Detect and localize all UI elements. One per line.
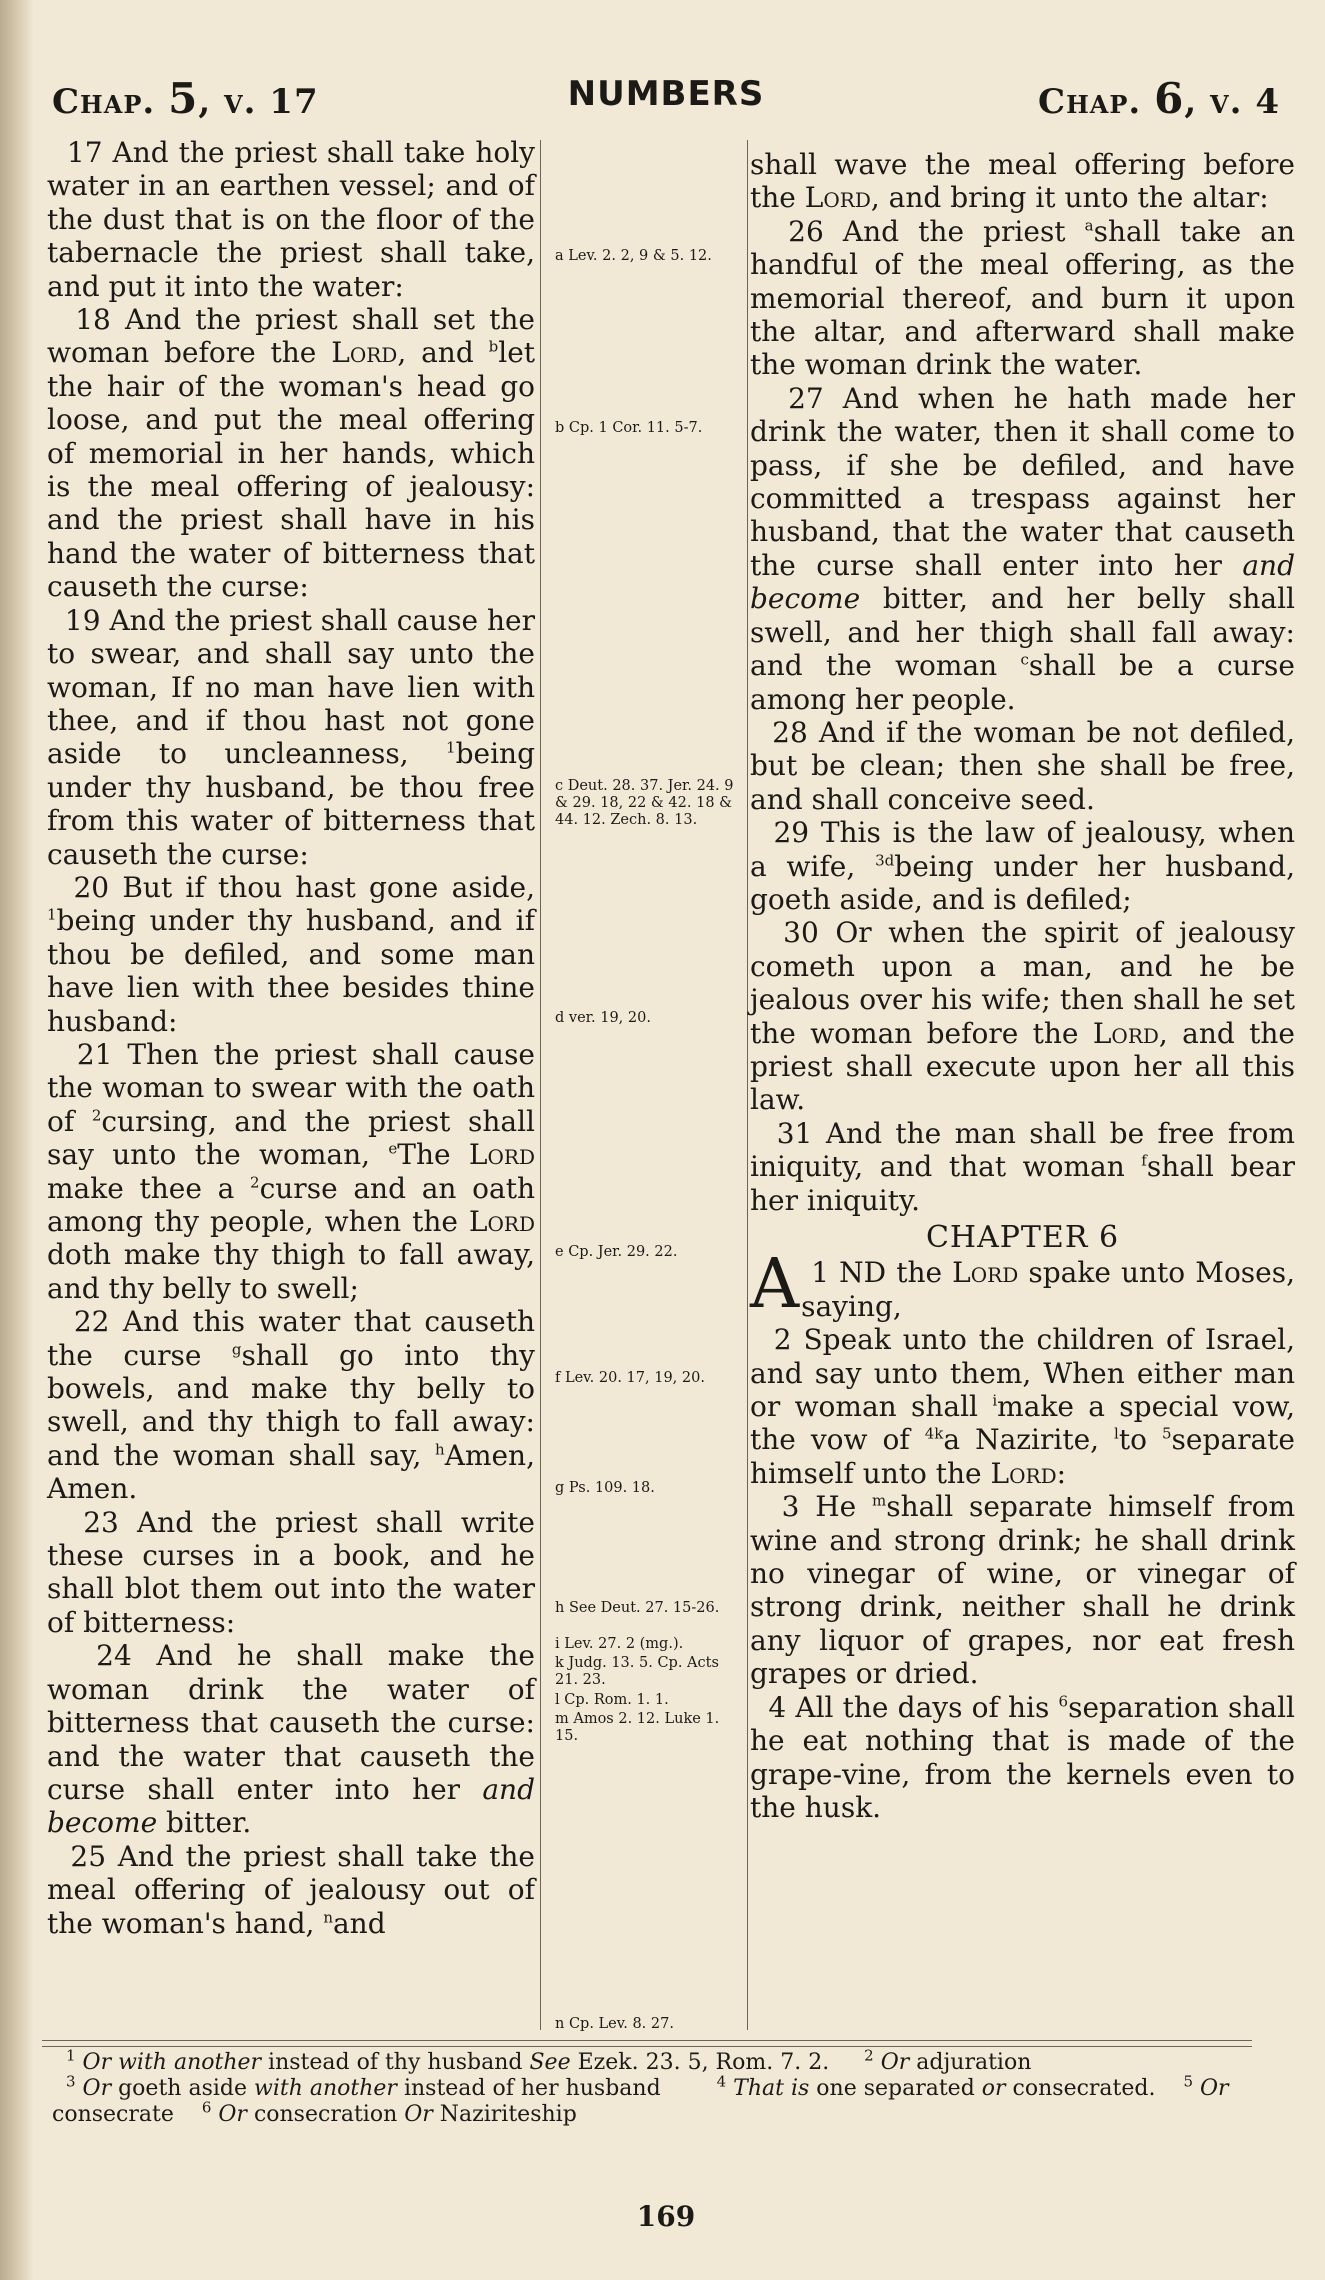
- verse-number: 18: [75, 303, 111, 337]
- page-number: 169: [636, 2200, 696, 2233]
- header-left-chapter: 5: [168, 74, 199, 123]
- verse-number: 2: [773, 1323, 792, 1357]
- verse-20: 20 But if thou hast gone aside, $^1$being under thy husband, and if thou be defiled, and some man have lien with thee besides thine husband:: [47, 870, 535, 1038]
- page-edge-shadow: [0, 0, 34, 2280]
- verse-number: 23: [83, 1505, 119, 1539]
- cross-reference-i: i Lev. 27. 2 (mg.).: [555, 1636, 684, 1652]
- header-left-prefix: Chap.: [52, 82, 156, 122]
- verse-26: 26 And the priest $^a$shall take an handful of the meal offering, as the memorial thereof, and burn it upon the altar, and afterward shall make the woman drink the water.: [750, 214, 1295, 382]
- verse-number: 31: [776, 1116, 813, 1150]
- verse-number: 22: [73, 1305, 110, 1339]
- footnote-line-2: $^3$ Or goeth aside with another instead of her husband $^4$ That is one separated or consecrated. $^5$ Or consecrate $^6$ Or consecration Or Naziriteship: [52, 2072, 1229, 2127]
- reference-mark: n: [323, 1908, 333, 1927]
- cross-reference-h: h See Deut. 27. 15-26.: [555, 1600, 720, 1616]
- verse-number: 17: [66, 136, 103, 169]
- verse-number: 1: [811, 1256, 830, 1290]
- verse-number: 26: [788, 214, 824, 248]
- reference-mark: f: [1141, 1151, 1147, 1170]
- reference-mark: m: [871, 1491, 887, 1510]
- cross-reference-a: a Lev. 2. 2, 9 & 5. 12.: [555, 248, 712, 264]
- reference-mark: h: [435, 1440, 445, 1459]
- header-left-verse: v. 17: [224, 82, 319, 122]
- verse-17: 17 And the priest shall take holy water in an earthen vessel; and of the dust that is on the floor of the tabernacle the priest shall take, and put it into the water:: [47, 136, 535, 303]
- verse-23: 23 And the priest shall write these curses in a book, and he shall blot them out into the water of bitterness:: [47, 1505, 535, 1639]
- cross-reference-d: d ver. 19, 20.: [555, 1010, 651, 1026]
- chapter-6-verse-3: 3 He $^m$shall separate himself from wine and strong drink; he shall drink no vinegar of wine, or vinegar of strong drink, neither shall he drink any liquor of grapes, nor eat fresh grapes or dried.: [750, 1490, 1295, 1691]
- verse-number: 30: [783, 916, 819, 950]
- verse-24: 24 And he shall make the woman drink the water of bitterness that causeth the curse: and the water that causeth the curse shall enter into her and become bitter.: [47, 1639, 535, 1840]
- verse-22: 22 And this water that causeth the curse $^g$shall go into thy bowels, and make thy belly to swell, and thy thigh to fall away: and the woman shall say, $^h$Amen, Amen.: [47, 1305, 535, 1506]
- footnote-mark: 1: [47, 906, 57, 925]
- verse-number: 21: [76, 1037, 113, 1071]
- reference-mark: a: [1084, 216, 1094, 235]
- verse-21: 21 Then the priest shall cause the woman to swear with the oath of $^2$cursing, and the priest shall say unto the woman, $^e$The Lord make thee a $^2$curse and an oath among thy people, when the Lord doth make thy thigh to fall away, and thy belly to swell;: [47, 1037, 536, 1305]
- chapter-6-verse-1: 1 A ND the Lord spake unto Moses, saying,: [750, 1245, 1296, 1325]
- verse-31: 31 And the man shall be free from iniquity, and that woman $^f$shall bear her iniquity.: [750, 1116, 1295, 1217]
- header-right-prefix: Chap.: [1038, 82, 1142, 122]
- book-title: NUMBERS: [567, 74, 765, 114]
- verse-number: 3: [781, 1490, 800, 1524]
- verse-number: 29: [773, 816, 810, 850]
- verse-25-continued: shall wave the meal offering before the Lord, and bring it unto the altar:: [750, 148, 1295, 215]
- cross-reference-n: n Cp. Lev. 8. 27.: [555, 2016, 674, 2032]
- verse-number: 24: [96, 1639, 132, 1673]
- footnote-mark: 1: [446, 738, 456, 757]
- left-text-column: [47, 136, 535, 1940]
- verse-29: 29 This is the law of jealousy, when a wife, $^{3d}$being under her husband, goeth aside, and is defiled;: [750, 816, 1296, 916]
- footnote-mark: 6: [1058, 1692, 1069, 1711]
- reference-mark: i: [992, 1391, 998, 1410]
- verse-number: 20: [73, 870, 110, 904]
- cross-reference-g: g Ps. 109. 18.: [555, 1480, 655, 1496]
- reference-mark: b: [488, 338, 499, 357]
- footnote-rule-double: [42, 2046, 1252, 2047]
- footnote-mark: 2: [91, 1106, 102, 1125]
- verse-number: 25: [70, 1839, 107, 1873]
- cross-reference-m: m Amos 2. 12. Luke 1. 15.: [555, 1711, 720, 1744]
- verse-number: 4: [768, 1690, 787, 1724]
- footnote-mark: 2: [250, 1173, 260, 1192]
- verse-19: 19 And the priest shall cause her to swear, and shall say unto the woman, If no man have lien with thee, and if thou hast not gone aside to uncleanness, $^1$being under thy husband, be thou free from this water of bitterness that causeth the curse:: [47, 603, 535, 871]
- column-divider-left: [540, 140, 541, 2030]
- verse-25: 25 And the priest shall take the meal offering of jealousy out of the woman's hand, $^n$and: [47, 1839, 535, 1940]
- cross-reference-k: k Judg. 13. 5. Cp. Acts 21. 23.: [555, 1655, 719, 1688]
- cross-reference-l: l Cp. Rom. 1. 1.: [555, 1692, 669, 1708]
- header-right-reference: Chap. 6, v. 4: [1038, 74, 1280, 123]
- column-divider-right: [747, 140, 748, 2030]
- cross-reference-c: c Deut. 28. 37. Jer. 24. 9 & 29. 18, 22 & 42. 18 & 44. 12. Zech. 8. 13.: [555, 778, 734, 828]
- right-text-column: [750, 148, 1295, 1824]
- chapter-6-verse-4: 4 All the days of his $^6$separation shall he eat nothing that is made of the grape-vine, from the kernels even to the husk.: [750, 1690, 1295, 1824]
- footnote-mark: 4k: [924, 1425, 944, 1444]
- footnotes: [52, 2046, 1252, 2128]
- cross-reference-e: e Cp. Jer. 29. 22.: [555, 1244, 678, 1260]
- header-left-reference: Chap. 5, v. 17: [52, 74, 319, 123]
- verse-18: 18 And the priest shall set the woman before the Lord, and $^b$let the hair of the woman's head go loose, and put the meal offering of memorial in her hands, which is the meal offering of jealousy: and the priest shall have in his hand the water of bitterness that causeth the curse:: [47, 303, 536, 604]
- reference-mark: g: [231, 1340, 242, 1359]
- footnote-mark: 3d: [875, 851, 895, 870]
- footnote-rule: [42, 2040, 1252, 2041]
- verse-27: 27 And when he hath made her drink the water, then it shall come to pass, if she be defiled, and have committed a trespass against her husband, that the water that causeth the curse shall enter into her and become bitter, and her belly shall swell, and her thigh shall fall away: and the woman $^c$shall be a curse among her people.: [750, 381, 1295, 716]
- chapter-6-verse-2: 2 Speak unto the children of Israel, and say unto them, When either man or woman shall $^i$make a special vow, the vow of $^{4k}$a Nazirite, $^l$to $^5$separate himself unto the Lord:: [750, 1323, 1295, 1490]
- bible-page: [42, 0, 1296, 2280]
- verse-30: 30 Or when the spirit of jealousy cometh upon a man, and he be jealous over his wife; then shall he set the woman before the Lord, and the priest shall execute upon her all this law.: [750, 916, 1295, 1117]
- verse-28: 28 And if the woman be not defiled, but be clean; then she shall be free, and shall conceive seed.: [750, 715, 1296, 816]
- footnote-mark: 5: [1161, 1425, 1172, 1444]
- header-right-verse: v. 4: [1210, 82, 1280, 122]
- chapter-heading: CHAPTER 6: [925, 1220, 1120, 1255]
- footnote-line-1: $^1$ Or with another instead of thy husband See Ezek. 23. 5, Rom. 7. 2. $^2$ Or adjuration: [66, 2046, 1032, 2075]
- reference-mark: l: [1114, 1425, 1119, 1444]
- cross-reference-f: f Lev. 20. 17, 19, 20.: [555, 1370, 705, 1386]
- drop-cap: A: [750, 1245, 800, 1325]
- cross-reference-b: b Cp. 1 Cor. 11. 5-7.: [555, 420, 703, 436]
- header-right-chapter: 6: [1154, 74, 1185, 123]
- verse-number: 28: [772, 715, 808, 749]
- verse-number: 19: [64, 603, 101, 637]
- running-header: [52, 74, 1280, 124]
- verse-number: 27: [788, 381, 824, 415]
- reference-mark: c: [1020, 650, 1029, 669]
- reference-mark: e: [388, 1139, 398, 1158]
